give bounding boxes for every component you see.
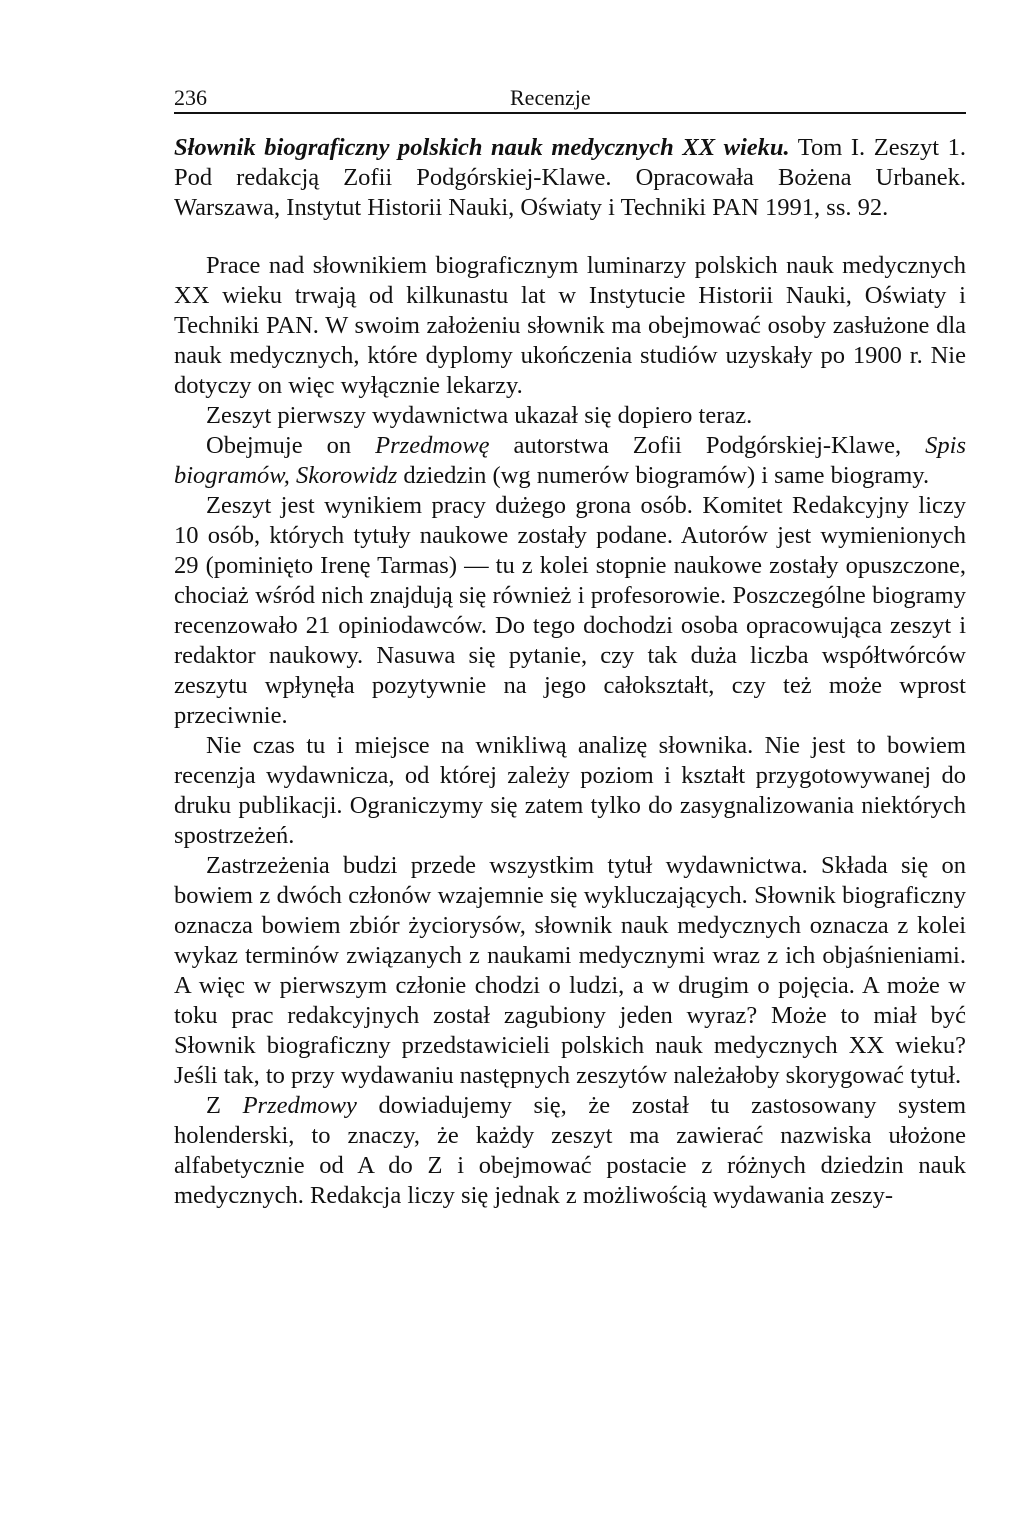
paragraph-2: Zeszyt pierwszy wydawnictwa ukazał się dopiero teraz.	[206, 402, 753, 429]
paragraph-7	[174, 1091, 966, 1211]
review-body	[174, 133, 966, 1211]
page-number: 236	[174, 85, 207, 110]
document-page	[174, 0, 966, 1513]
italic-title: Przedmowę	[375, 432, 490, 459]
paragraph-6: Zastrzeżenia budzi przede wszystkim tytuł wydawnictwa. Składa się on bowiem z dwóch członów wzajemnie się wykluczających. Słownik biograficzny oznacza bowiem zbiór życiorysów, słownik nauk medycznych oznacza z kolei wykaz terminów związanych z naukami medycznymi wraz z ich objaśnieniami. A więc w pierwszym członie chodzi o ludzi, a w drugim o pojęcia. A może w toku prac redakcyjnych został zagubiony jeden wyraz? Może to miał być Słownik biograficzny przedstawicieli polskich nauk medycznych XX wieku? Jeśli tak, to przy wydawaniu następnych zeszytów należałoby skorygować tytuł.	[174, 852, 966, 1089]
italic-title: Spis biogramów, Skorowidz	[174, 432, 966, 489]
text-run: Obejmuje on	[206, 432, 376, 459]
running-head: Recenzje	[510, 85, 591, 110]
reviewed-book-title: Słownik biograficzny polskich nauk medycznych XX wieku.	[174, 134, 790, 161]
bibliographic-entry	[174, 133, 966, 223]
header-rule	[174, 112, 966, 114]
text-run: autorstwa Zofii Podgórskiej-Klawe,	[489, 432, 926, 459]
page-header	[174, 84, 966, 114]
italic-title: Przedmowy	[242, 1092, 357, 1119]
paragraph-1: Prace nad słownikiem biograficznym luminarzy polskich nauk medycznych XX wieku trwają od kilkunastu lat w Instytucie Historii Nauki, Oświaty i Techniki PAN. W swoim założeniu słownik ma obejmować osoby zasłużone dla nauk medycznych, które dyplomy ukończenia studiów uzyskały po 1900 r. Nie dotyczy on więc wyłącznie lekarzy.	[174, 252, 966, 399]
paragraph-5: Nie czas tu i miejsce na wnikliwą analizę słownika. Nie jest to bowiem recenzja wydawnicza, od której zależy poziom i kształt przygotowywanej do druku publikacji. Ograniczymy się zatem tylko do zasygnalizowania niektórych spostrzeżeń.	[174, 732, 966, 849]
text-run: dziedzin (wg numerów biogramów) i same biogramy.	[397, 462, 930, 489]
text-run: dowiadujemy się, że został tu zastosowany system holenderski, to znaczy, że każdy zeszyt ma zawierać nazwiska ułożone alfabetycznie od A do Z i obejmować postacie z różnych dziedzin nauk medycznych. Redakcja liczy się jednak z możliwością wydawania zeszy-	[174, 1092, 967, 1209]
paragraph-3	[174, 431, 966, 491]
reviewed-book-details: Tom I. Zeszyt 1. Pod redakcją Zofii Podgórskiej-Klawe. Opracowała Bożena Urbanek. Warszawa, Instytut Historii Nauki, Oświaty i Techniki PAN 1991, ss. 92.	[174, 134, 966, 221]
text-run: Z	[206, 1092, 243, 1119]
paragraph-4: Zeszyt jest wynikiem pracy dużego grona osób. Komitet Redakcyjny liczy 10 osób, których tytuły naukowe zostały podane. Autorów jest wymienionych 29 (pominięto Irenę Tarmas) — tu z kolei stopnie naukowe zostały opuszczone, chociaż wśród nich znajdują się również i profesorowie. Poszczególne biogramy recenzowało 21 opiniodawców. Do tego dochodzi osoba opracowująca zeszyt i redaktor naukowy. Nasuwa się pytanie, czy tak duża liczba współtwórców zeszytu wpłynęła pozytywnie na jego całokształt, czy też może wprost przeciwnie.	[174, 492, 966, 729]
